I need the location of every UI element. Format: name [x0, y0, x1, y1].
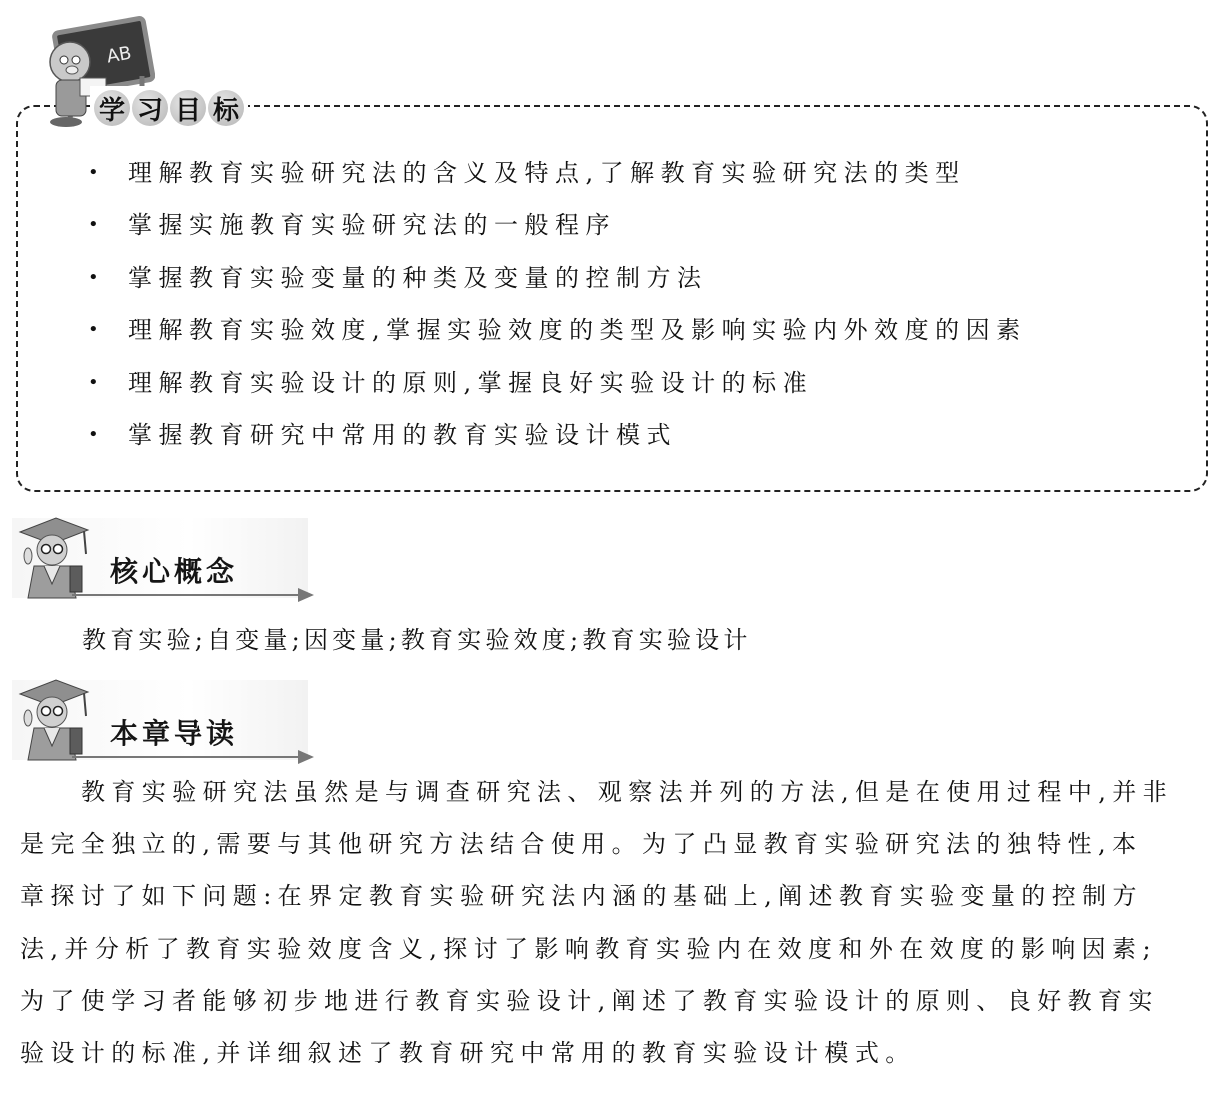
chapter-guide-title: 本章导读: [110, 717, 239, 750]
header-arrow-line: [72, 756, 308, 758]
chapter-guide-header: [12, 672, 312, 764]
paragraph-line: 是完全独立的,需要与其他研究方法结合使用。为了凸显教育实验研究法的独特性,本: [20, 830, 1143, 859]
objective-text: 理解教育实验设计的原则,掌握良好实验设计的标准: [128, 368, 814, 397]
objective-item: [88, 309, 1027, 361]
objective-item: [88, 414, 1027, 466]
paragraph-line: 章探讨了如下问题:在界定教育实验研究法内涵的基础上,阐述教育实验变量的控制方: [20, 882, 1143, 911]
objective-item: [88, 204, 1027, 256]
objective-item: [88, 152, 1027, 204]
board-text: AB: [105, 42, 134, 68]
bullet-icon: •: [88, 266, 99, 288]
objective-text: 掌握实施教育实验研究法的一般程序: [128, 211, 616, 240]
header-arrow-line: [72, 594, 308, 596]
objective-text: 掌握教育实验变量的种类及变量的控制方法: [128, 263, 708, 292]
title-char: 学: [94, 90, 130, 126]
title-char: 习: [132, 90, 168, 126]
paragraph-line: 为了使学习者能够初步地进行教育实验设计,阐述了教育实验设计的原则、良好教育实: [20, 986, 1159, 1015]
bullet-icon: •: [88, 319, 99, 341]
objective-text: 理解教育实验研究法的含义及特点,了解教育实验研究法的类型: [128, 159, 966, 187]
objective-item: [88, 362, 1027, 414]
core-concepts-title: 核心概念: [110, 555, 239, 588]
title-char: 目: [170, 90, 206, 126]
bullet-icon: •: [88, 423, 99, 445]
core-concepts-header: [12, 510, 312, 602]
bullet-icon: •: [88, 214, 99, 236]
paragraph-line: 教育实验研究法虽然是与调查研究法、观察法并列的方法,但是在使用过程中,并非: [81, 778, 1174, 806]
bullet-icon: •: [88, 162, 99, 183]
arrow-right-icon: [298, 750, 314, 764]
chapter-guide-paragraph: [20, 766, 1206, 1079]
paragraph-line: 法,并分析了教育实验效度含义,探讨了影响教育实验内在效度和外在效度的影响因素;: [20, 934, 1157, 963]
learning-objectives-title: [90, 86, 248, 130]
objective-text: 掌握教育研究中常用的教育实验设计模式: [128, 420, 677, 449]
objectives-list: [88, 152, 1027, 466]
scholar-mascot-icon: [12, 510, 92, 602]
objective-text: 理解教育实验效度,掌握实验效度的类型及影响实验内外效度的因素: [128, 316, 1027, 345]
core-concepts-text: 教育实验;自变量;因变量;教育实验效度;教育实验设计: [82, 626, 752, 654]
bullet-icon: •: [88, 371, 99, 393]
title-char: 标: [208, 90, 244, 126]
scholar-mascot-icon: [12, 672, 92, 764]
objective-item: [88, 257, 1027, 309]
arrow-right-icon: [298, 588, 314, 602]
paragraph-line: 验设计的标准,并详细叙述了教育研究中常用的教育实验设计模式。: [20, 1038, 916, 1067]
